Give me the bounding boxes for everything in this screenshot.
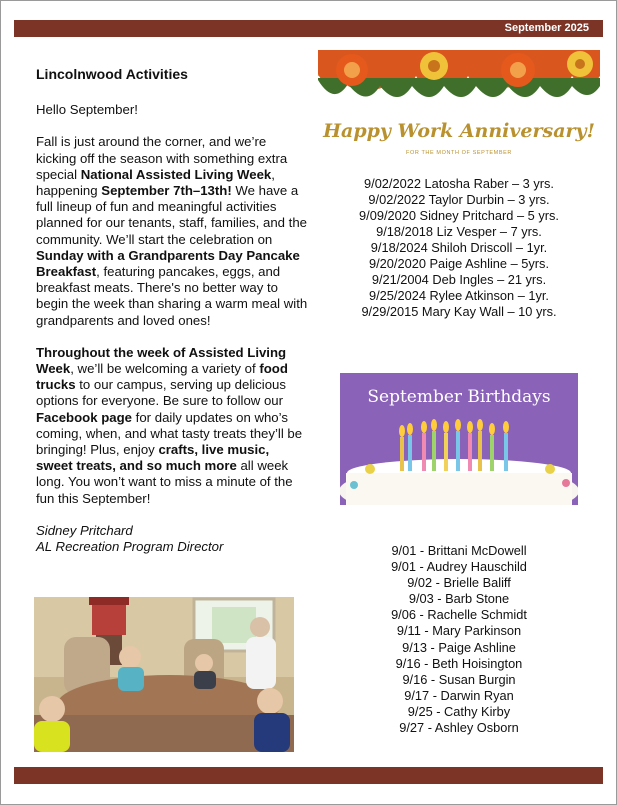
anniversary-entry: 9/18/2024 Shiloh Driscoll – 1yr. [370,240,548,255]
birthday-entry: 9/01 - Brittani McDowell [391,543,527,558]
p1-bold-2: September 7th–13th! [101,183,232,199]
birthday-entry: 9/27 - Ashley Osborn [399,720,519,736]
p2-bold-3: Facebook page [36,409,133,425]
anniversary-entry: 9/18/2018 Liz Vesper – 7 yrs. [376,224,542,239]
p2-text-3: for daily updates on who’s coming, when, and what tasty treats they’ll be bringing! Plus, enjoy [36,409,303,458]
paragraph-1 [36,134,308,328]
birthday-entry: 9/16 - Beth Hoisington [395,655,523,671]
activity-photo [34,597,294,752]
birthday-entry: 9/11 - Mary Parkinson [396,623,522,639]
anniversary-entry: 9/29/2015 Mary Kay Wall – 10 yrs. [361,304,557,319]
photo-image [34,597,294,752]
birthday-title: September Birthdays [367,387,551,407]
birthday-entry: 9/16 - Susan Burgin [402,671,516,687]
anniversary-list [318,176,600,320]
p2-bold-1: Throughout the week of Assisted Living Week [36,344,287,377]
anniversary-banner [318,50,600,170]
anniversary-title: Happy Work Anniversary! [323,120,595,142]
leaves-flowers-decoration [318,50,600,110]
activities-article [36,66,308,555]
anniversary-subtitle: FOR THE MONTH OF SEPTEMBER [406,150,512,156]
p1-bold-3: Sunday with a Grandparents Day Pancake Breakfast [36,247,300,280]
p1-text-4: , featuring pancakes, eggs, and breakfast meats. There's no better way to begin the week than sharing a warm meal with grandparents and loved ones! [36,264,308,328]
article-title: Lincolnwood Activities [36,66,188,82]
p2-text-1: , we’ll be welcoming a variety of [70,361,260,377]
anniversary-entry: 9/02/2022 Taylor Durbin – 3 yrs. [368,192,550,207]
p2-bold-2: food trucks [36,361,288,393]
anniversary-entry: 9/25/2024 Rylee Atkinson – 1yr. [369,288,549,303]
footer-bar [14,767,603,784]
birthday-entry: 9/25 - Cathy Kirby [407,703,511,719]
birthday-list [318,543,600,736]
anniversary-entry: 9/20/2020 Paige Ashline – 5yrs. [369,256,549,271]
header-bar [14,20,603,37]
greeting: Hello September! [36,102,138,118]
p1-text-3: We have a full lineup of fun and meaningful activities planned for our tenants, staff, families, and the community. We’ll start the celebration on [36,183,308,247]
birthday-entry: 9/01 - Audrey Hauschild [391,559,527,575]
birthday-cake-image [340,373,578,505]
month-label: September 2025 [504,22,589,34]
anniversary-entry: 9/21/2004 Deb Ingles – 21 yrs. [371,272,547,287]
p2-bold-4: crafts, live music, sweet treats, and so much more [36,442,270,474]
birthday-entry: 9/06 - Rachelle Schmidt [391,607,527,623]
p1-bold-1: National Assisted Living Week [80,166,272,182]
birthday-entry: 9/03 - Barb Stone [408,591,510,607]
signature-role: AL Recreation Program Director [36,539,224,555]
p2-text-2: to our campus, serving up delicious options for everyone. Be sure to follow our [36,377,286,409]
p2-text-4: all week long. You won’t want to miss a minute of the fun this September! [36,458,293,506]
anniversary-entry: 9/09/2020 Sidney Pritchard – 5 yrs. [359,208,559,223]
birthday-entry: 9/02 - Brielle Baliff [407,575,511,591]
birthday-entry: 9/17 - Darwin Ryan [404,687,514,703]
anniversary-entry: 9/02/2022 Latosha Raber – 3 yrs. [364,176,554,191]
signature [36,523,308,555]
p1-text-1: Fall is just around the corner, and we’re kicking off the season with something extra special [36,134,288,182]
paragraph-2 [36,345,308,507]
signature-name: Sidney Pritchard [36,522,133,538]
birthday-entry: 9/13 - Paige Ashline [402,639,516,655]
p1-text-2: , happening [36,166,275,199]
birthday-banner [340,373,578,505]
